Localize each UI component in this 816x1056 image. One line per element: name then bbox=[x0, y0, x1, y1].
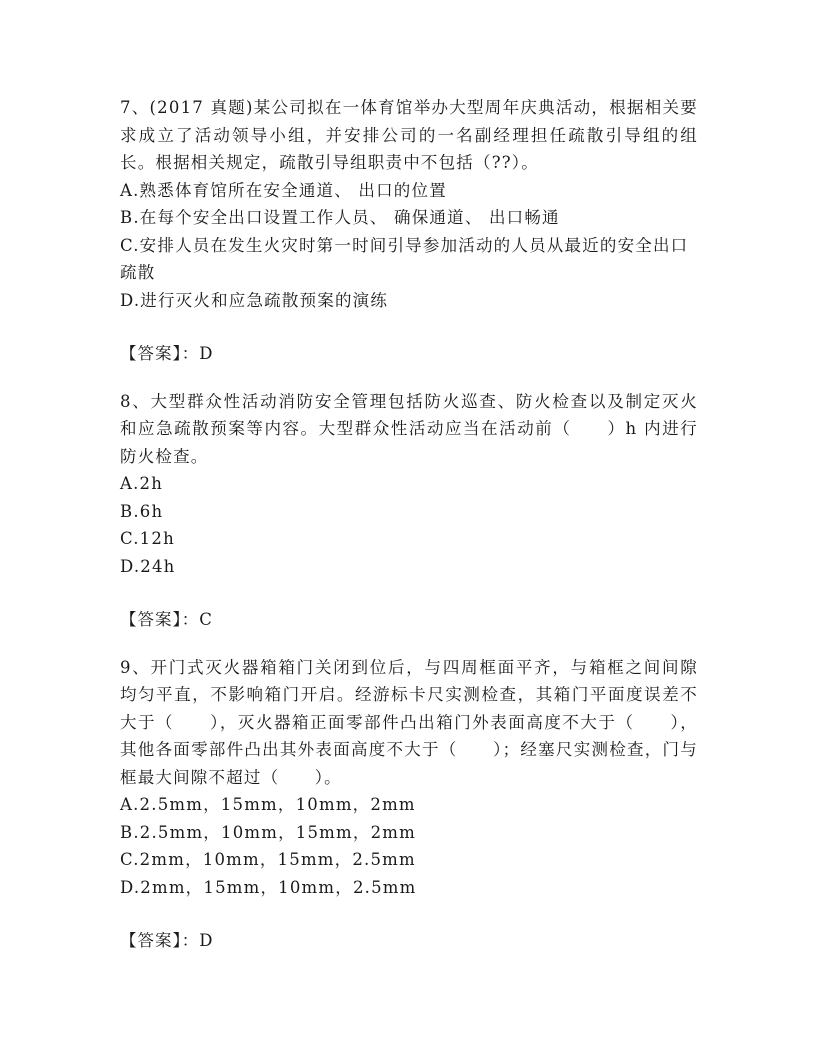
option-c: C.12h bbox=[120, 529, 175, 548]
answer-9: 【答案】：D bbox=[120, 931, 214, 950]
option-a: A.2h bbox=[120, 474, 164, 493]
option-d: D.2mm，15mm，10mm，2.5mm bbox=[120, 877, 417, 897]
option-a: A.2.5mm，15mm，10mm，2mm bbox=[120, 795, 416, 814]
option-d: D.进行灭火和应急疏散预案的演练 bbox=[120, 290, 389, 310]
question-stem: 9、开门式灭火器箱箱门关闭到位后，与四周框面平齐，与箱框之间间隙均匀平直，不影响箱门开启。经游标卡尺实测检查，其箱门平面度误差不大于（ ），灭火器箱正面零部件凸出箱门外表面高度不大于（ ），其他各面零部件凸出其外表面高度不大于（ ）；经塞尺实测检查，门与框最大间隙不超过（ ）。 bbox=[120, 657, 698, 787]
option-b: B.在每个安全出口设置工作人员、 确保通道、 出口畅通 bbox=[120, 208, 560, 227]
question-stem: 8、大型群众性活动消防安全管理包括防火巡查、防火检查以及制定灭火和应急疏散预案等内容。大型群众性活动应当在活动前（ ）h 内进行防火检查。 bbox=[120, 391, 698, 466]
option-c: C.安排人员在发生火灾时第一时间引导参加活动的人员从最近的安全出口疏散 bbox=[120, 235, 689, 282]
answer-8: 【答案】：C bbox=[120, 610, 213, 629]
answer-7: 【答案】：D bbox=[120, 344, 214, 363]
document-page bbox=[120, 94, 698, 955]
option-d: D.24h bbox=[120, 556, 176, 576]
question-8 bbox=[120, 388, 698, 581]
option-c: C.2mm，10mm，15mm，2.5mm bbox=[120, 850, 416, 869]
option-b: B.2.5mm，10mm，15mm，2mm bbox=[120, 822, 416, 842]
question-9 bbox=[120, 654, 698, 902]
question-stem: 7、(2017 真题)某公司拟在一体育馆举办大型周年庆典活动，根据相关要求成立了活动领导小组，并安排公司的一名副经理担任疏散引导组的组长。根据相关规定，疏散引导组职责中不包括（??）。 bbox=[120, 98, 698, 172]
option-b: B.6h bbox=[120, 501, 164, 521]
option-a: A.熟悉体育馆所在安全通道、 出口的位置 bbox=[120, 180, 447, 200]
question-7 bbox=[120, 94, 698, 314]
